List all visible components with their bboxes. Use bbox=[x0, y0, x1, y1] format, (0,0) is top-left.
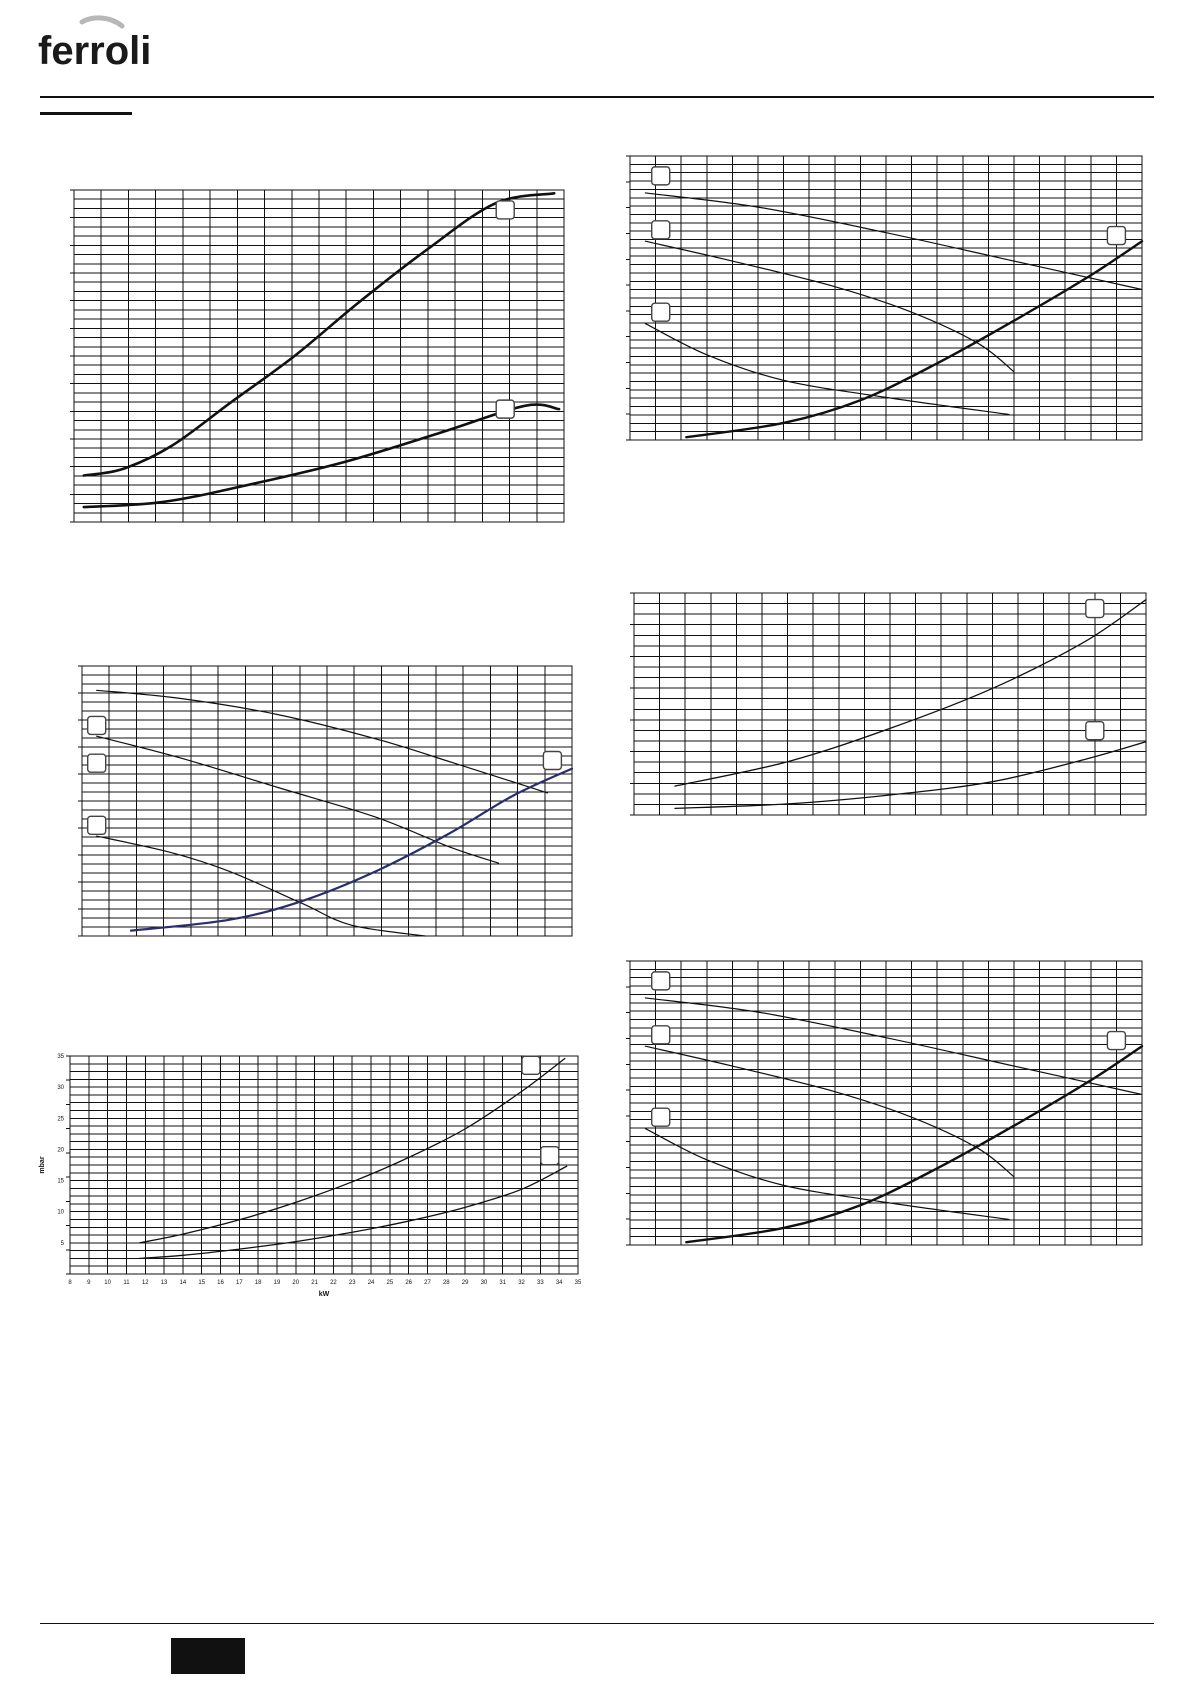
x-tick-label: 16 bbox=[217, 1280, 224, 1286]
x-tick-label: 35 bbox=[574, 1280, 582, 1286]
x-tick-label: 8 bbox=[68, 1280, 72, 1286]
y-tick-label: 15 bbox=[57, 1178, 64, 1185]
x-tick-label: 31 bbox=[499, 1280, 507, 1286]
x-tick-label: 19 bbox=[273, 1280, 281, 1286]
x-tick-label: 21 bbox=[311, 1280, 318, 1286]
series-curve-3 bbox=[645, 1129, 1009, 1220]
y-tick-label: 10 bbox=[57, 1209, 64, 1216]
curve-marker-1 bbox=[1086, 600, 1104, 618]
curve-marker-4 bbox=[1107, 227, 1125, 245]
x-tick-label: 29 bbox=[461, 1280, 469, 1286]
series-curve-3 bbox=[645, 324, 1009, 415]
series-curve-1 bbox=[97, 690, 548, 793]
curve-marker-1 bbox=[652, 167, 670, 185]
x-tick-label: 14 bbox=[179, 1280, 187, 1286]
chart-6 bbox=[620, 955, 1150, 1255]
y-tick-label: 35 bbox=[57, 1054, 64, 1060]
logo-lettering: ferroli bbox=[38, 29, 150, 72]
x-tick-label: 25 bbox=[386, 1280, 394, 1286]
x-tick-label: 23 bbox=[348, 1280, 356, 1286]
curve-marker-2 bbox=[652, 1026, 670, 1044]
x-tick-label: 28 bbox=[442, 1280, 450, 1286]
chart-grid bbox=[634, 593, 1146, 815]
y-tick-label: 25 bbox=[57, 1116, 64, 1123]
series-curve-4 bbox=[131, 769, 572, 931]
curve-marker-1 bbox=[522, 1056, 540, 1074]
x-tick-label: 22 bbox=[330, 1280, 337, 1286]
series-curve-4 bbox=[686, 1046, 1142, 1242]
page-number-badge bbox=[171, 1638, 245, 1674]
series-curve-1 bbox=[675, 600, 1146, 786]
chart-5 bbox=[620, 585, 1150, 825]
x-tick-label: 13 bbox=[160, 1280, 168, 1286]
section-underline bbox=[40, 112, 132, 115]
curve-marker-2 bbox=[496, 400, 514, 418]
series-curve-2 bbox=[97, 736, 499, 863]
curve-marker-1 bbox=[652, 972, 670, 990]
curve-marker-4 bbox=[1107, 1032, 1125, 1050]
y-tick-label: 30 bbox=[57, 1085, 64, 1092]
series-curve-3 bbox=[97, 836, 425, 936]
curve-marker-1 bbox=[496, 201, 514, 219]
x-tick-label: 17 bbox=[235, 1280, 243, 1286]
x-tick-label: 30 bbox=[480, 1280, 488, 1286]
footer-rule bbox=[40, 1623, 1154, 1624]
x-tick-label: 12 bbox=[141, 1280, 149, 1286]
chart-3 bbox=[30, 1050, 590, 1320]
chart-2 bbox=[40, 660, 580, 950]
curve-marker-2 bbox=[652, 221, 670, 239]
x-tick-label: 10 bbox=[104, 1280, 111, 1286]
curve-marker-3 bbox=[652, 303, 670, 321]
x-tick-label: 32 bbox=[518, 1280, 525, 1286]
y-axis-title: mbar bbox=[39, 1156, 46, 1174]
brand-logo bbox=[38, 14, 150, 72]
x-tick-label: 11 bbox=[123, 1280, 130, 1286]
x-tick-label: 9 bbox=[87, 1280, 91, 1286]
curve-marker-2 bbox=[88, 754, 106, 772]
chart-4 bbox=[620, 150, 1150, 450]
x-tick-label: 18 bbox=[254, 1280, 262, 1286]
curve-marker-4 bbox=[543, 752, 561, 770]
x-tick-label: 27 bbox=[424, 1280, 431, 1286]
x-tick-label: 33 bbox=[537, 1280, 544, 1286]
x-axis-title: kW bbox=[318, 1291, 330, 1298]
curve-marker-1 bbox=[88, 716, 106, 734]
curve-marker-2 bbox=[1086, 722, 1104, 740]
curve-marker-3 bbox=[652, 1108, 670, 1126]
series-curve-1 bbox=[645, 998, 1142, 1095]
x-tick-label: 26 bbox=[405, 1280, 413, 1286]
ferroli-logo-icon bbox=[38, 14, 150, 72]
y-tick-label: 20 bbox=[57, 1147, 64, 1154]
curve-marker-3 bbox=[88, 816, 106, 834]
curve-marker-2 bbox=[541, 1147, 559, 1165]
chart-grid bbox=[82, 666, 572, 936]
series-curve-4 bbox=[686, 241, 1142, 437]
chart-grid bbox=[74, 190, 564, 522]
y-tick-label: 5 bbox=[60, 1240, 64, 1247]
x-tick-label: 20 bbox=[292, 1280, 300, 1286]
header-rule bbox=[40, 96, 1154, 98]
x-tick-label: 15 bbox=[198, 1280, 206, 1286]
x-tick-label: 34 bbox=[555, 1280, 563, 1286]
series-curve-1 bbox=[645, 193, 1142, 290]
x-tick-label: 24 bbox=[367, 1280, 375, 1286]
chart-1 bbox=[40, 180, 580, 530]
